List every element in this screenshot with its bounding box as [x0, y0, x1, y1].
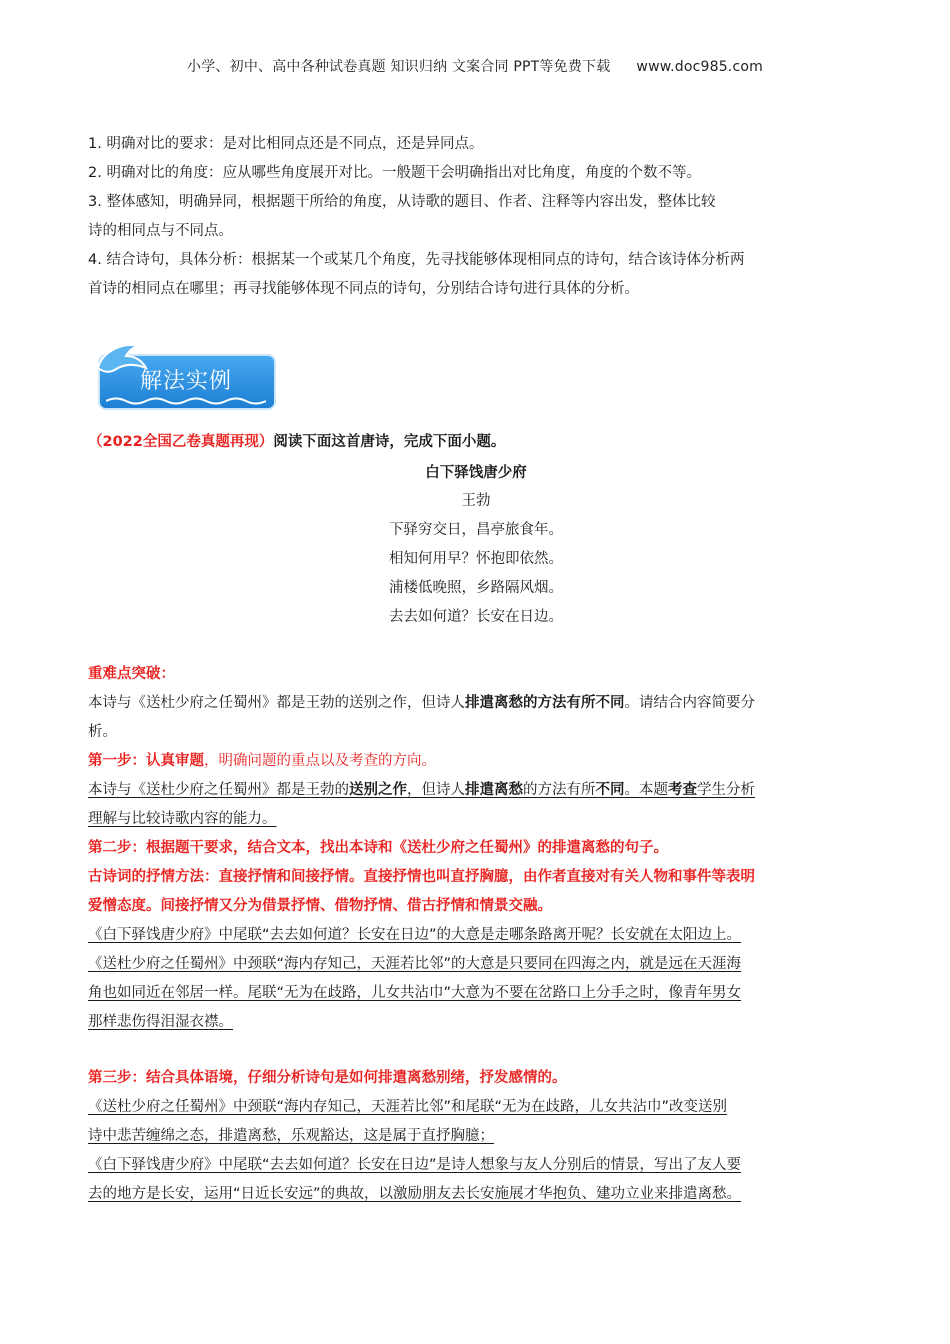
poem-line: 去去如何道？长安在日边。: [389, 609, 563, 625]
step1-text: [88, 776, 864, 805]
step2-line: 那样悲伤得泪湿衣襟。: [88, 1014, 233, 1030]
poem-title: 白下驿饯唐少府: [425, 464, 527, 481]
wave-decoration: [106, 396, 266, 406]
s1-part: 学生分析: [697, 782, 755, 798]
poem-line: 相知何用早？怀抱即依然。: [389, 551, 563, 567]
page-header: [0, 56, 950, 76]
poem-line: 下驿穷交日，昌亭旅食年。: [389, 522, 563, 538]
poem-author: 王勃: [461, 493, 491, 509]
step1-title: 第一步：认真审题: [88, 753, 204, 769]
step2-note: 古诗词的抒情方法：直接抒情和间接抒情。直接抒情也叫直抒胸臆，由作者直接对有关人物和事件等表明: [88, 869, 755, 885]
step3-heading: 第三步：结合具体语境，仔细分析诗句是如何排遣离愁别绪，抒发感情的。: [88, 1070, 567, 1086]
s1-key: 考查: [668, 782, 697, 798]
step-3: 3. 整体感知，明确异同，根据题干所给的角度，从诗歌的题目、作者、注释等内容出发，整体比较: [88, 194, 716, 210]
s1-key: 排遣离愁: [465, 782, 523, 798]
analysis-question: [88, 689, 864, 718]
step-3-cont: 诗的相同点与不同点。: [88, 223, 233, 239]
step3-line: 《送杜少府之任蜀州》中颈联“海内存知己，天涯若比邻”和尾联“无为在歧路，儿女共沾巾”改变送别: [88, 1099, 728, 1115]
section-badge: [92, 338, 282, 418]
analysis-question-cont: 析。: [88, 724, 117, 740]
s1-key: 不同: [595, 782, 625, 798]
header-text: 小学、初中、高中各种试卷真题 知识归纳 文案合同 PPT等免费下载: [187, 59, 611, 75]
step3-line: 去的地方是长安，运用“日近长安远”的典故，以激励朋友去长安施展才华抱负、建功立业来排遣离愁。: [88, 1186, 742, 1202]
header-url: www.doc985.com: [636, 59, 763, 75]
step-1: 1. 明确对比的要求：是对比相同点还是不同点，还是异同点。: [88, 136, 484, 152]
step2-heading: 第二步：根据题干要求，结合文本，找出本诗和《送杜少府之任蜀州》的排遣离愁的句子。: [88, 840, 668, 856]
step2-line: 《白下驿饯唐少府》中尾联“去去如何道？长安在日边”的大意是走哪条路离开呢？长安就在太阳边上。: [88, 927, 742, 943]
step2-note-cont: 爱憎态度。间接抒情又分为借景抒情、借物抒情、借古抒情和情景交融。: [88, 898, 552, 914]
poem-line: 浦楼低晚照，乡路隔风烟。: [389, 580, 563, 596]
step-4-cont: 首诗的相同点在哪里；再寻找能够体现不同点的诗句，分别结合诗句进行具体的分析。: [88, 281, 639, 297]
s1-part: 。本题: [624, 782, 668, 798]
q-text: 。请结合内容简要分: [624, 695, 755, 711]
step2-line: 《送杜少府之任蜀州》中颈联“海内存知己，天涯若比邻”的大意是只要同在四海之内，就是远在天涯海: [88, 956, 742, 972]
step-2: 2. 明确对比的角度：应从哪些角度展开对比。一般题干会明确指出对比角度，角度的个数不等。: [88, 165, 701, 181]
analysis: [88, 660, 864, 1037]
step1-heading: [88, 747, 864, 776]
step3-line: 《白下驿饯唐少府》中尾联“去去如何道？长安在日边”是诗人想象与友人分别后的情景，写出了友人要: [88, 1157, 742, 1173]
method-steps: [88, 130, 864, 304]
q-text: 本诗与《送杜少府之任蜀州》都是王勃的送别之作，但诗人: [88, 695, 465, 711]
step3: [88, 1064, 864, 1209]
question-source: （2022全国乙卷真题再现）: [88, 434, 274, 450]
step1-rest: ，明确问题的重点以及考查的方向。: [204, 753, 436, 769]
s1-key: 送别之作: [349, 782, 407, 798]
step3-line: 诗中悲苦缠绵之态，排遣离愁，乐观豁达，这是属于直抒胸臆；: [88, 1128, 494, 1144]
question-prompt: 阅读下面这首唐诗，完成下面小题。: [273, 434, 506, 450]
s1-part: 的方法有所: [523, 782, 596, 798]
s1-part: 本诗与《送杜少府之任蜀州》都是王勃的: [88, 782, 349, 798]
analysis-heading: 重难点突破：: [88, 666, 175, 682]
poem: [88, 458, 864, 632]
s1-part: ，但诗人: [407, 782, 465, 798]
badge-label: 解法实例: [140, 369, 233, 394]
q-emphasis: 排遣离愁的方法有所不同: [465, 695, 625, 711]
step1-text-cont: 理解与比较诗歌内容的能力。: [88, 811, 277, 827]
step2-line: 角也如同近在邻居一样。尾联“无为在歧路，儿女共沾巾”大意为不要在岔路口上分手之时，像青年男女: [88, 985, 742, 1001]
question-block: [88, 428, 864, 457]
step-4: 4. 结合诗句，具体分析：根据某一个或某几个角度，先寻找能够体现相同点的诗句，结合该诗体分析两: [88, 252, 745, 268]
